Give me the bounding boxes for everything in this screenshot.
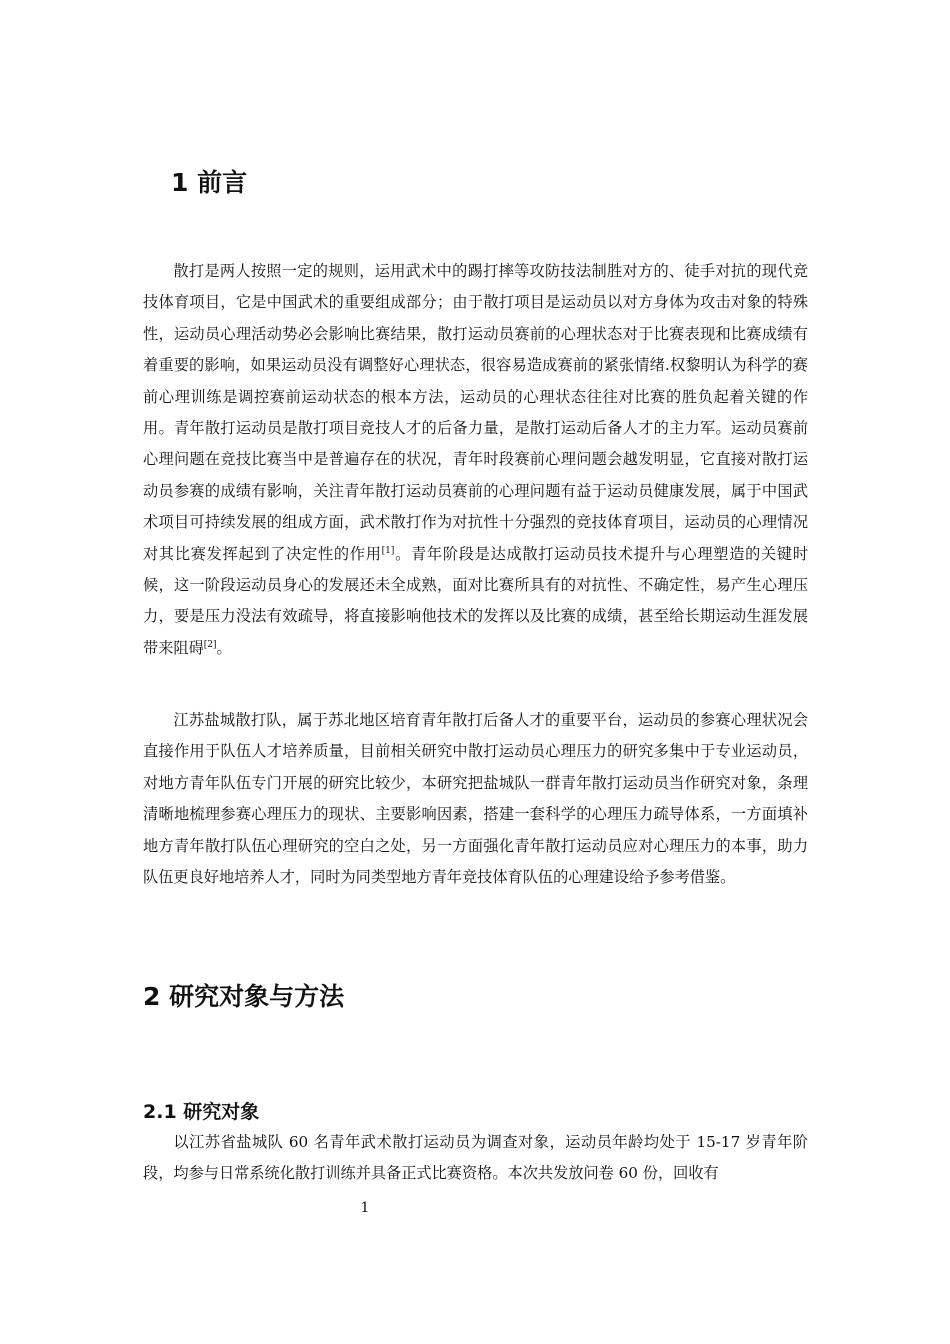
paragraph-text: 散打是两人按照一定的规则，运用武术中的踢打摔等攻防技法制胜对方的、徒手对抗的现代竞技体育项目，它是中国武术的重要组成部分；由于散打项目是运动员以对方身体为攻击对象的特殊性，运动员心理活动势必会影响比赛结果，散打运动员赛前的心理状态对于比赛表现和比赛成绩有着重要的影响，如果运动员没有调整好心理状态，很容易造成赛前的紧张情绪.权黎明认为科学的赛前心理训练是调控赛前运动状态的根本方法，运动员的心理状态往往对比赛的胜负起着关键的作用。青年散打运动员是散打项目竞技人才的后备力量，是散打运动后备人才的主力军。运动员赛前心理问题在竞技比赛当中是普遍存在的状况，青年时段赛前心理问题会越发明显，它直接对散打运动员参赛的成绩有影响，关注青年散打运动员赛前的心理问题有益于运动员健康发展，属于中国武术项目可持续发展的组成方面，武术散打作为对抗性十分强烈的竞技体育项目，运动员的心理情况对其比赛发挥起到了决定性的作用 xyxy=(143,262,808,563)
citation-ref-1[interactable]: [1] xyxy=(381,545,395,556)
subsection-heading-subjects: 2.1 研究对象 xyxy=(143,1101,260,1123)
section-heading-methods: 2 研究对象与方法 xyxy=(143,982,345,1011)
paragraph-introduction-2: 江苏盐城散打队，属于苏北地区培育青年散打后备人才的重要平台，运动员的参赛心理状况会直接作用于队伍人才培养质量，目前相关研究中散打运动员心理压力的研究多集中于专业运动员，对地方青年队伍专门开展的研究比较少，本研究把盐城队一群青年散打运动员当作研究对象，条理清晰地梳理参赛心理压力的现状、主要影响因素，搭建一套科学的心理压力疏导体系，一方面填补地方青年散打队伍心理研究的空白之处，另一方面强化青年散打运动员应对心理压力的本事，助力队伍更良好地培养人才，同时为同类型地方青年竞技体育队伍的心理建设给予参考借鉴。 xyxy=(143,711,808,887)
paragraph-subjects: 以江苏省盐城队 60 名青年武术散打运动员为调查对象，运动员年龄均处于 15-17 岁青年阶段，均参与日常系统化散打训练并具备正式比赛资格。本次共发放问卷 60 份，回收有 xyxy=(143,1133,808,1183)
section-heading-introduction: 1 前言 xyxy=(171,168,248,197)
citation-ref-2[interactable]: [2] xyxy=(203,639,217,650)
paragraph-text: 。 xyxy=(216,638,232,657)
paragraph-introduction-1 xyxy=(143,256,808,664)
page-number: 1 xyxy=(360,1200,370,1216)
paragraph-text: 。青年阶段是达成散打运动员技术提升与心理塑造的关键时候，这一阶段运动员身心的发展还未全成熟，面对比赛所具有的对抗性、不确定性，易产生心理压力，要是压力没法有效疏导，将直接影响他技术的发挥以及比赛的成绩，甚至给长期运动生涯发展带来阻碍 xyxy=(143,544,809,657)
